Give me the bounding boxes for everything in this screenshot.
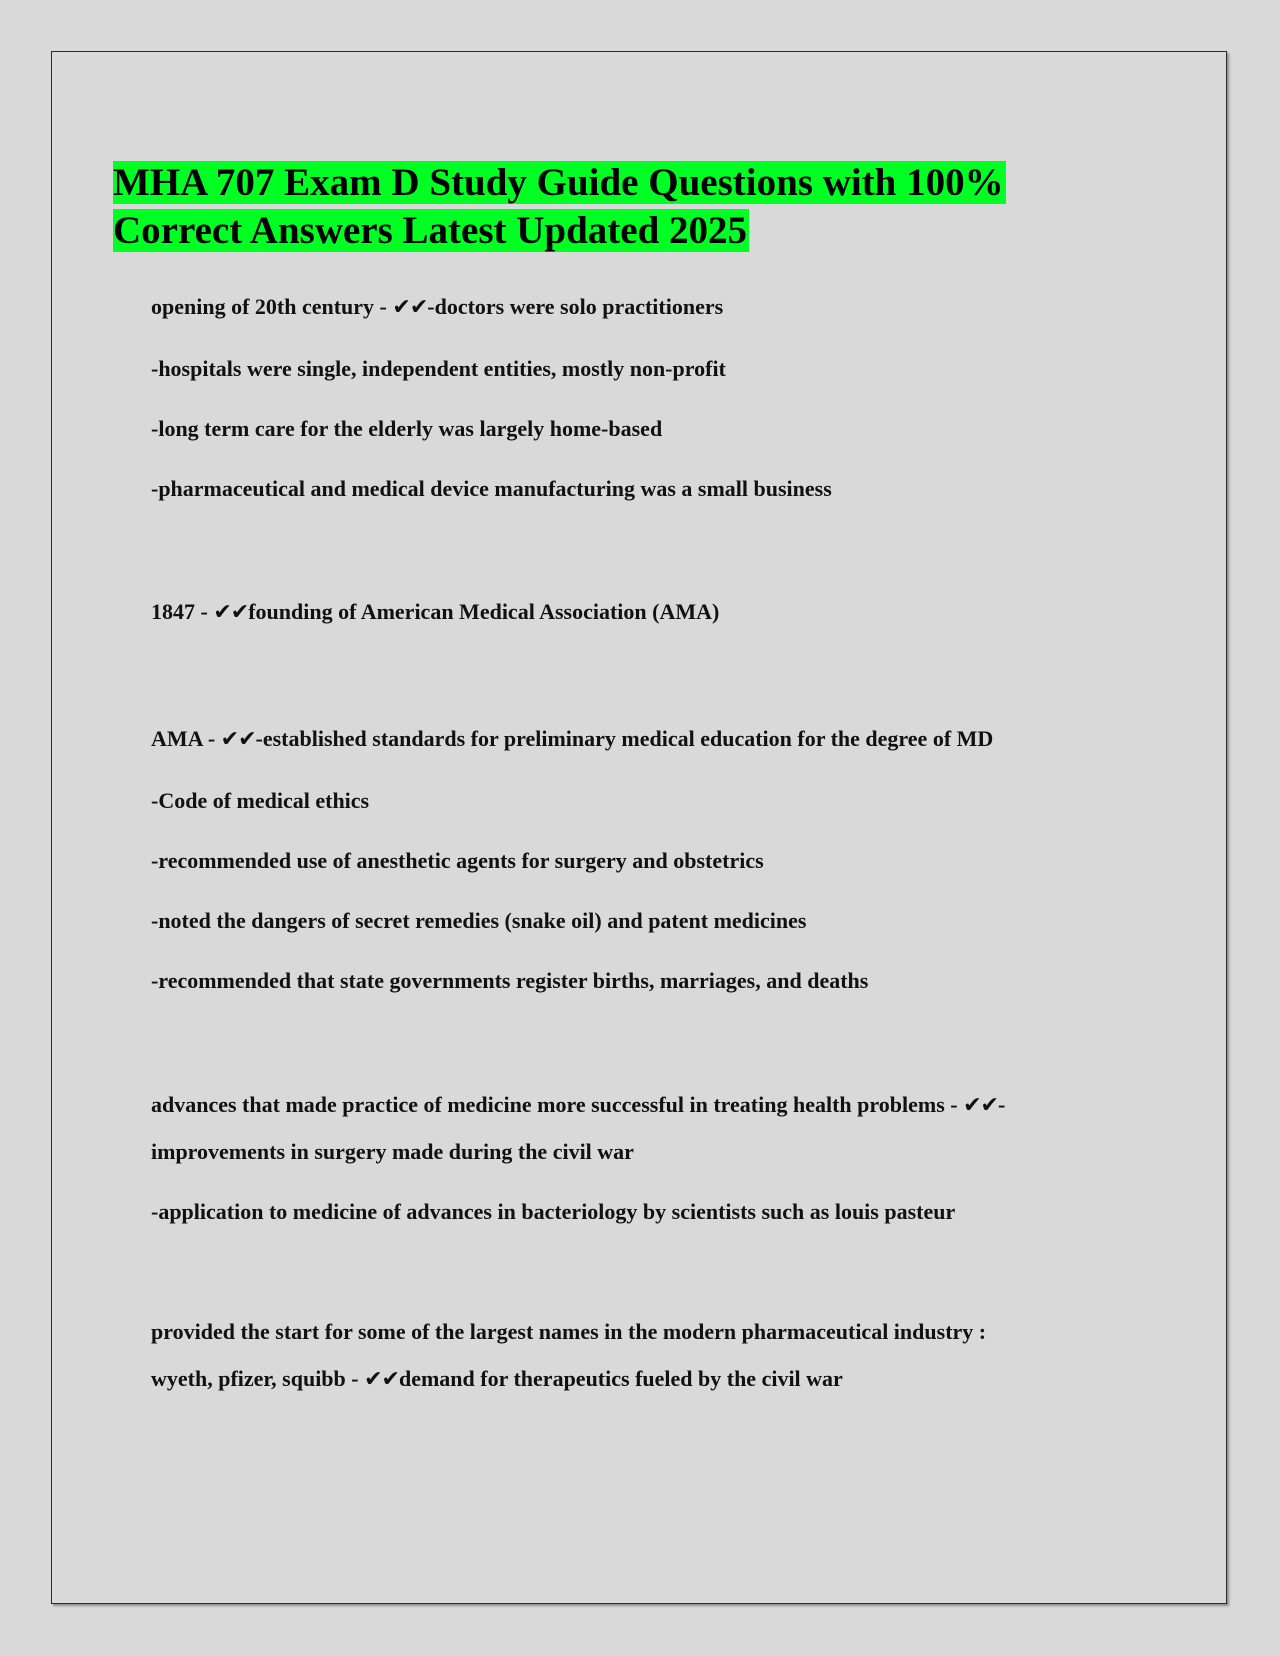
qa-4-answer-line: improvements in surgery made during the civil war	[151, 1139, 634, 1164]
qa-3-answer-line: -Code of medical ethics	[151, 788, 370, 813]
qa-4-answer-line: -application to medicine of advances in bacteriology by scientists such as louis pasteur	[151, 1199, 956, 1224]
qa-1-question	[151, 293, 723, 322]
qa-1-term: opening of 20th century -	[151, 294, 393, 319]
title-line-1: MHA 707 Exam D Study Guide Questions with 100%	[113, 161, 1004, 204]
document-title	[113, 159, 1006, 255]
qa-3-question	[151, 725, 993, 754]
qa-1-answer-line: -long term care for the elderly was largely home-based	[151, 416, 663, 441]
qa-1-answer-line: -pharmaceutical and medical device manufacturing was a small business	[151, 476, 832, 501]
qa-3-answer-line: -noted the dangers of secret remedies (snake oil) and patent medicines	[151, 908, 807, 933]
qa-4-term: advances that made practice of medicine more successful in treating health problems -	[151, 1092, 964, 1117]
qa-1-answer-line: -hospitals were single, independent entities, mostly non-profit	[151, 356, 726, 381]
qa-2-term: 1847 -	[151, 599, 214, 624]
qa-3-term: AMA -	[151, 726, 221, 751]
qa-5-question	[151, 1365, 843, 1394]
qa-3-answer-line: -recommended that state governments register births, marriages, and deaths	[151, 968, 869, 993]
qa-1-answer: -doctors were solo practitioners	[427, 294, 724, 319]
double-check-icon: ✔✔	[213, 600, 249, 625]
qa-5-question-line: provided the start for some of the largest names in the modern pharmaceutical industry :	[151, 1319, 987, 1344]
qa-2-answer: founding of American Medical Association (AMA)	[248, 599, 720, 624]
title-line-2: Correct Answers Latest Updated 2025	[113, 209, 748, 252]
double-check-icon: ✔✔	[364, 1367, 399, 1392]
qa-3-answer-line: -recommended use of anesthetic agents for surgery and obstetrics	[151, 848, 764, 873]
qa-4-question	[151, 1091, 1005, 1120]
document-page	[51, 51, 1227, 1604]
double-check-icon: ✔✔	[963, 1093, 998, 1118]
qa-5-answer: demand for therapeutics fueled by the civil war	[398, 1366, 843, 1391]
double-check-icon: ✔✔	[220, 727, 256, 752]
qa-3-answer: -established standards for preliminary medical education for the degree of MD	[255, 726, 994, 751]
double-check-icon: ✔✔	[392, 295, 428, 320]
qa-4-answer: -	[997, 1092, 1006, 1117]
qa-5-term: wyeth, pfizer, squibb -	[151, 1366, 365, 1391]
qa-2-question	[151, 598, 719, 627]
